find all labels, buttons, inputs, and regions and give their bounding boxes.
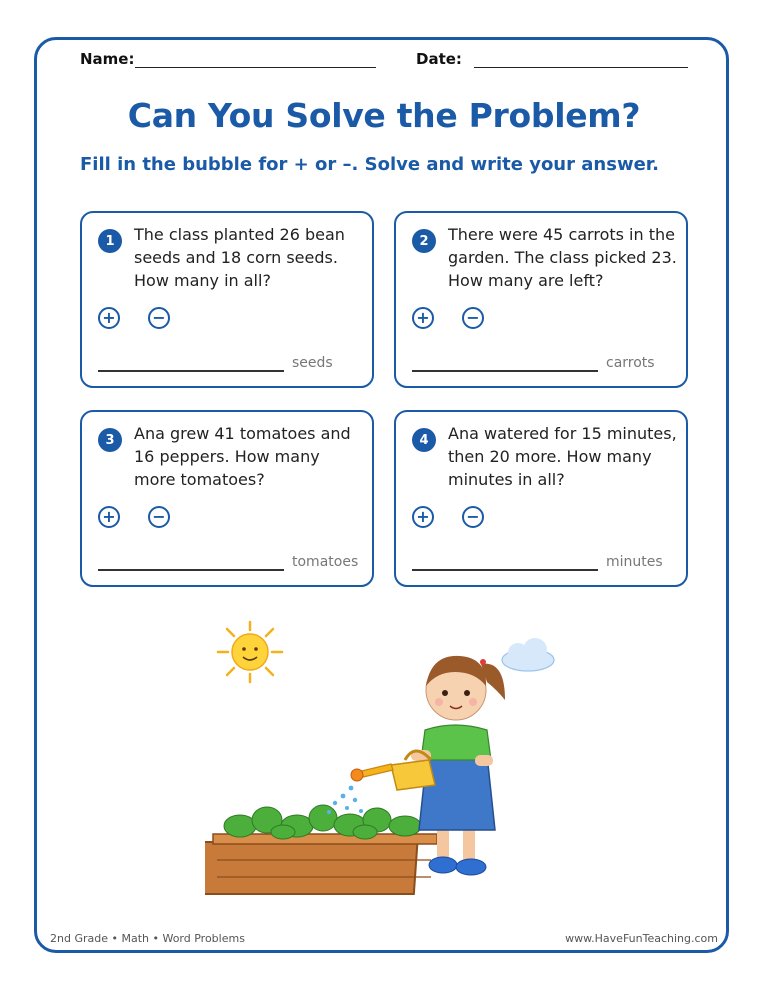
plus-bubble[interactable]: + [412, 506, 434, 528]
plus-bubble[interactable]: + [98, 307, 120, 329]
problem-card-3 [80, 410, 374, 587]
problem-text: Ana watered for 15 minutes, then 20 more. How many minutes in all? [448, 424, 677, 489]
problem-number: 1 [98, 229, 122, 253]
footer-grade-subject: 2nd Grade • Math • Word Problems [50, 932, 245, 945]
name-label: Name: [80, 50, 135, 68]
problem-number: 4 [412, 428, 436, 452]
instructions: Fill in the bubble for + or –. Solve and write your answer. [80, 154, 659, 175]
cloud-icon [502, 638, 554, 671]
sun-icon [218, 622, 282, 682]
plus-bubble[interactable]: + [98, 506, 120, 528]
problem-text: There were 45 carrots in the garden. The class picked 23. How many are left? [448, 225, 677, 290]
page-title: Can You Solve the Problem? [127, 96, 641, 135]
problem-text: Ana grew 41 tomatoes and 16 peppers. How many more tomatoes? [134, 424, 351, 489]
minus-bubble[interactable]: − [462, 506, 484, 528]
problem-number: 3 [98, 428, 122, 452]
problem-text: The class planted 26 bean seeds and 18 corn seeds. How many in all? [134, 225, 345, 290]
answer-unit: seeds [292, 355, 333, 371]
girl-watering-garden-illustration [205, 620, 565, 910]
plus-bubble[interactable]: + [412, 307, 434, 329]
answer-line[interactable] [98, 370, 284, 372]
answer-line[interactable] [98, 569, 284, 571]
minus-bubble[interactable]: − [148, 307, 170, 329]
problem-card-1 [80, 211, 374, 388]
answer-line[interactable] [412, 370, 598, 372]
problem-card-4 [394, 410, 688, 587]
footer-website: www.HaveFunTeaching.com [565, 932, 718, 945]
answer-unit: tomatoes [292, 554, 359, 570]
minus-bubble[interactable]: − [462, 307, 484, 329]
answer-unit: carrots [606, 355, 655, 371]
answer-unit: minutes [606, 554, 663, 570]
date-field[interactable] [474, 67, 688, 68]
problem-card-2 [394, 211, 688, 388]
planter-box [205, 834, 437, 894]
name-field[interactable] [135, 67, 376, 68]
date-label: Date: [416, 50, 462, 68]
answer-line[interactable] [412, 569, 598, 571]
problem-number: 2 [412, 229, 436, 253]
minus-bubble[interactable]: − [148, 506, 170, 528]
